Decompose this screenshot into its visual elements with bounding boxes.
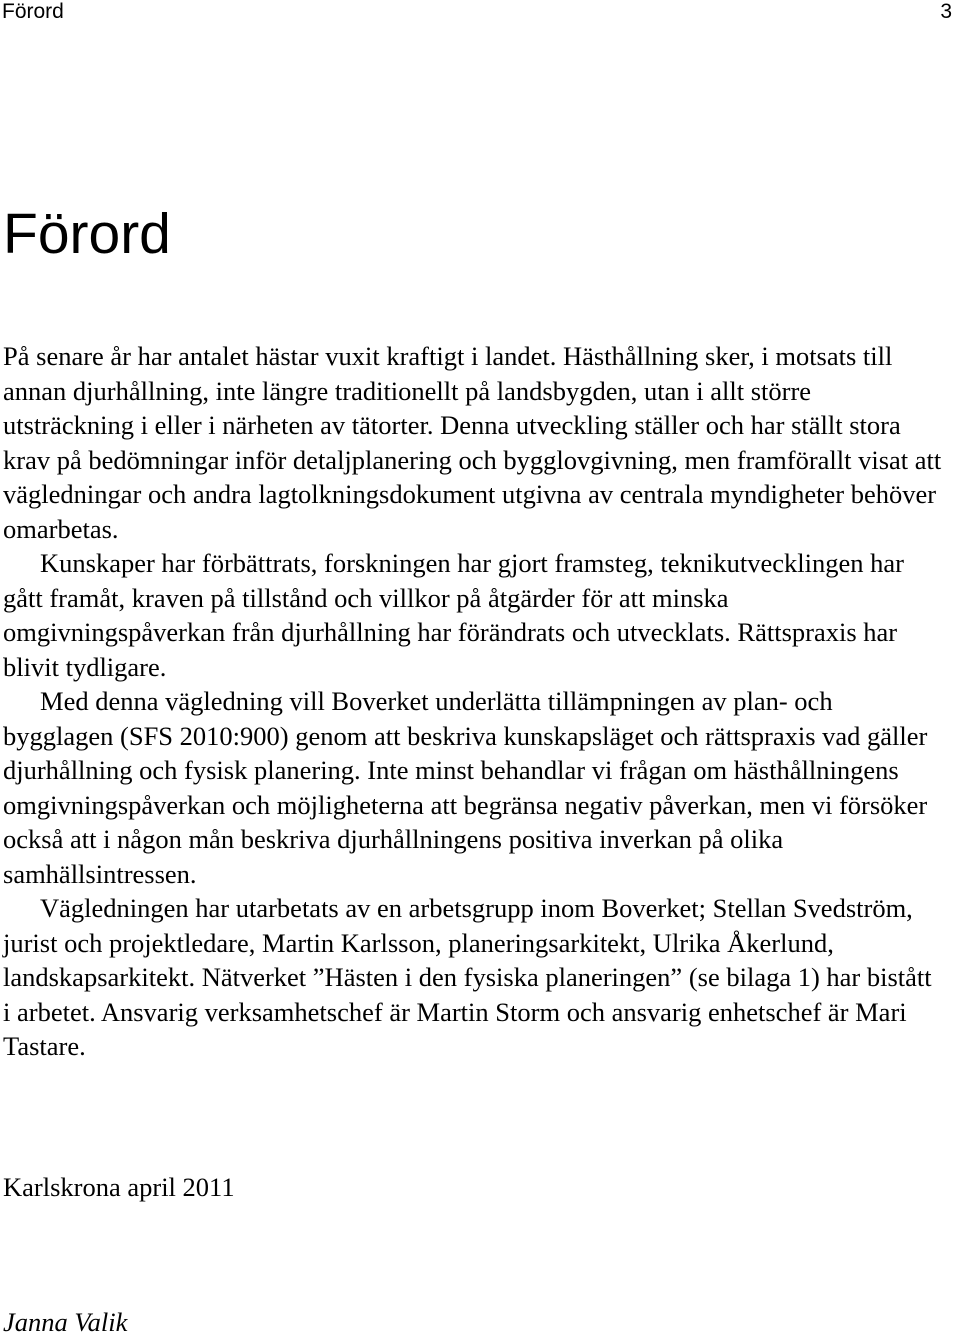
body-text — [3, 339, 943, 1064]
paragraph-1: På senare år har antalet hästar vuxit kraftigt i landet. Hästhållning sker, i motsats till annan djurhållning, inte längre traditionellt på landsbygden, utan i allt större utsträckning i eller i närheten av tätorter. Denna utveckling ställer och har ställt stora krav på bedömningar inför detaljplanering och bygglovgivning, men framförallt visat att vägledningar och andra lagtolkningsdokument utgivna av centrala myndigheter behöver omarbetas. — [3, 341, 942, 544]
running-header — [2, 0, 952, 24]
running-header-section: Förord — [2, 0, 64, 23]
signature: Janna Valik — [3, 1307, 128, 1337]
page-number: 3 — [940, 0, 952, 23]
paragraph-3: Med denna vägledning vill Boverket underlätta tillämpningen av plan- och bygglagen (SFS 2010:900) genom att beskriva kunskapsläget och rättspraxis vad gäller djurhållning och fysisk planering. Inte minst behandlar vi frågan om hästhållningens omgivningspåverkan och möjligheterna att begränsa negativ påverkan, men vi försöker också att i någon mån beskriva djurhållningens positiva inverkan på olika samhällsintressen. — [3, 686, 928, 889]
paragraph-2: Kunskaper har förbättrats, forskningen har gjort framsteg, teknikutvecklingen har gått framåt, kraven på tillstånd och villkor på åtgärder för att minska omgivningspåverkan från djurhållning har förändrats och utvecklats. Rättspraxis har blivit tydligare. — [3, 548, 904, 682]
page-title: Förord — [3, 202, 171, 266]
paragraph-4: Vägledningen har utarbetats av en arbetsgrupp inom Boverket; Stellan Svedström, jurist och projektledare, Martin Karlsson, planeringsarkitekt, Ulrika Åkerlund, landskapsarkitekt. Nätverket ”Hästen i den fysiska planeringen” (se bilaga 1) har bistått i arbetet. Ansvarig verksamhetschef är Martin Storm och ansvarig enhetschef är Mari Tastare. — [3, 893, 932, 1061]
place-date: Karlskrona april 2011 — [3, 1172, 235, 1202]
